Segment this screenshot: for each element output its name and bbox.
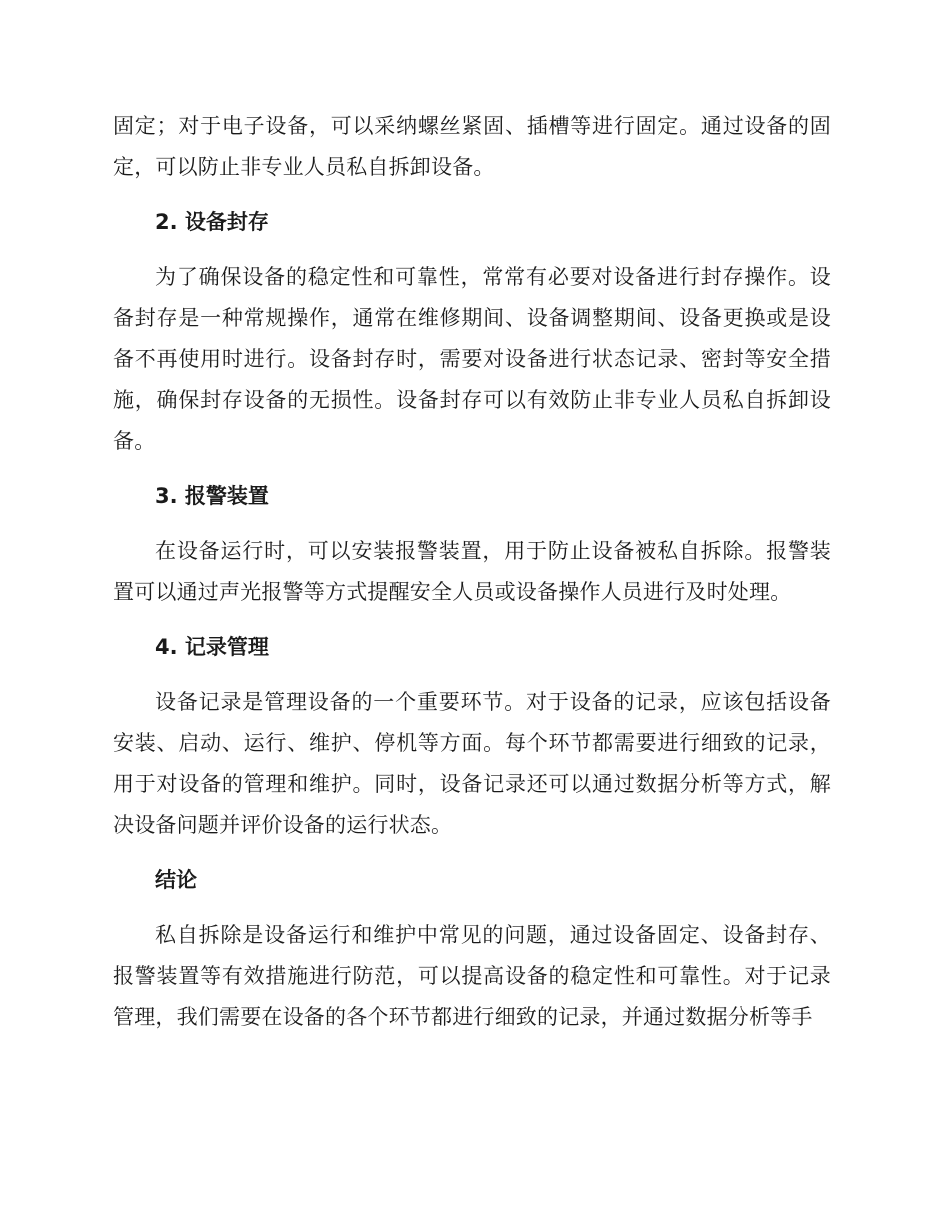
section-body-device-sealing: 为了确保设备的稳定性和可靠性，常常有必要对设备进行封存操作。设备封存是一种常规操作，通常在维修期间、设备调整期间、设备更换或是设备不再使用时进行。设备封存时，需要对设备进行状态记录、密封等安全措施，确保封存设备的无损性。设备封存可以有效防止非专业人员私自拆卸设备。	[113, 265, 831, 453]
section-heading-conclusion: 结论	[155, 868, 197, 892]
section-heading-device-sealing: 2. 设备封存	[155, 210, 269, 234]
section-body-alarm-device: 在设备运行时，可以安装报警装置，用于防止设备被私自拆除。报警装置可以通过声光报警等方式提醒安全人员或设备操作人员进行及时处理。	[113, 539, 831, 604]
section-heading-record-management: 4. 记录管理	[155, 635, 269, 659]
section-body-record-management: 设备记录是管理设备的一个重要环节。对于设备的记录，应该包括设备安装、启动、运行、维护、停机等方面。每个环节都需要进行细致的记录，用于对设备的管理和维护。同时，设备记录还可以通过数据分析等方式，解决设备问题并评价设备的运行状态。	[113, 690, 831, 837]
section-body-conclusion: 私自拆除是设备运行和维护中常见的问题，通过设备固定、设备封存、报警装置等有效措施进行防范，可以提高设备的稳定性和可靠性。对于记录管理，我们需要在设备的各个环节都进行细致的记录，并通过数据分析等手	[113, 923, 831, 1029]
intro-paragraph: 固定；对于电子设备，可以采纳螺丝紧固、插槽等进行固定。通过设备的固定，可以防止非专业人员私自拆卸设备。	[113, 114, 831, 179]
section-heading-alarm-device: 3. 报警装置	[155, 484, 269, 508]
document-body	[113, 106, 831, 1038]
